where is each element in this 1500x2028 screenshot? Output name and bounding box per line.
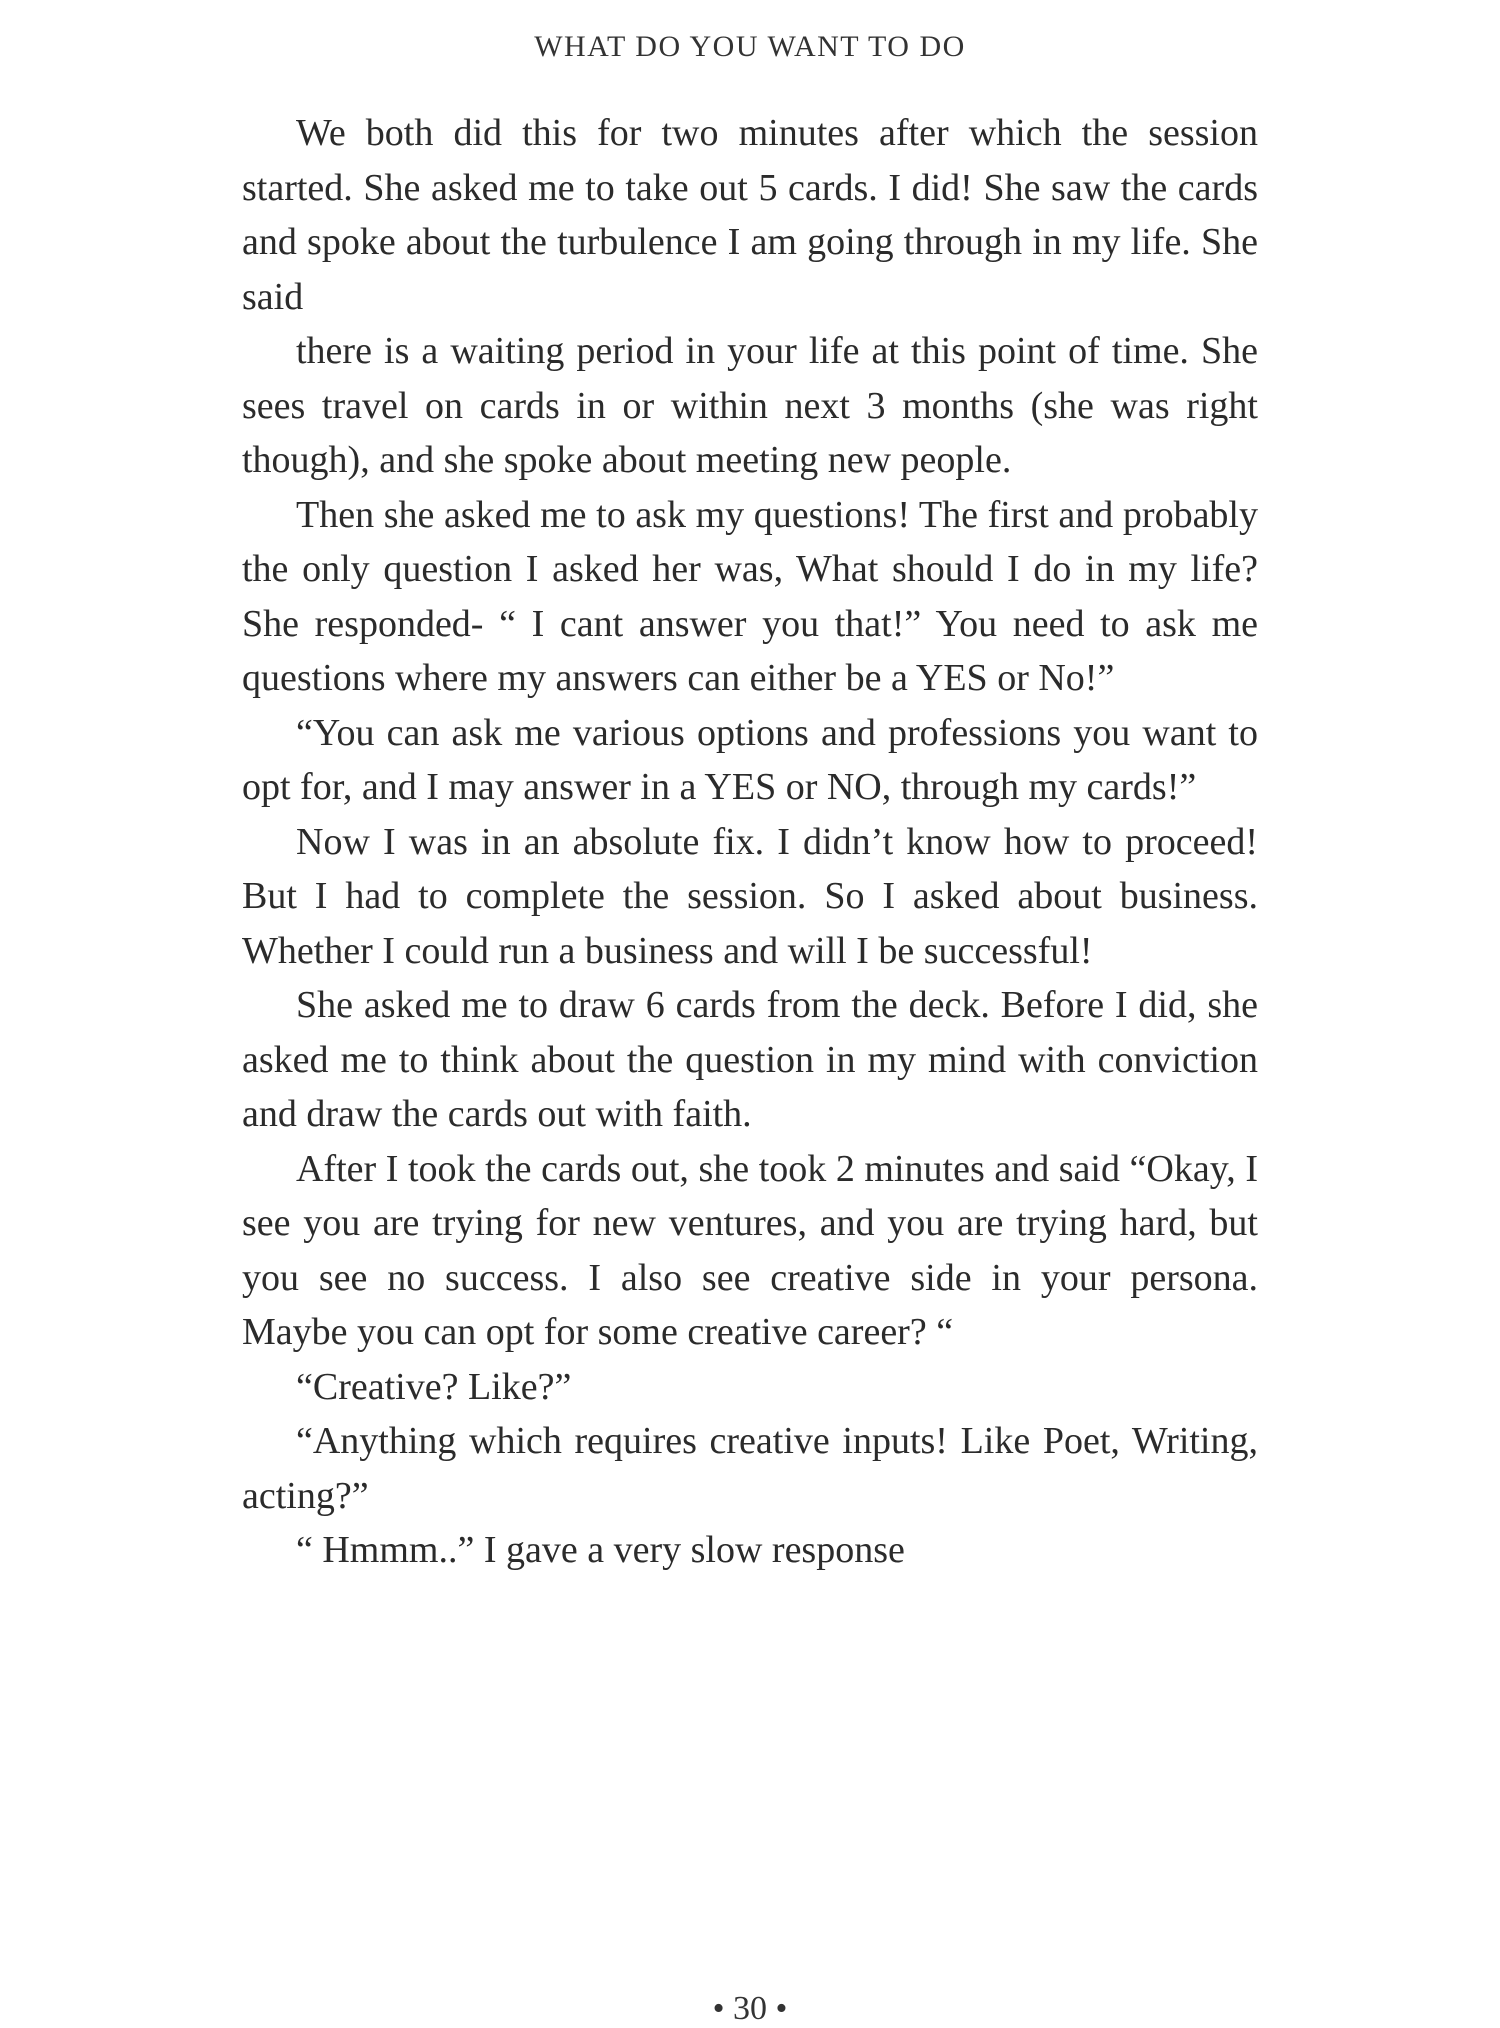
paragraph: “Anything which requires creative inputs! Like Poet, Writing, acting?” [242, 1420, 1258, 1517]
paragraph: After I took the cards out, she took 2 minutes and said “Okay, I see you are trying for new ventures, and you are trying hard, but you see no success. I also see creative side in your persona. Maybe you can opt for some creative career? “ [242, 1147, 1258, 1353]
paragraph: “You can ask me various options and professions you want to opt for, and I may answer in a YES or NO, through my cards!” [242, 711, 1258, 808]
paragraph: there is a waiting period in your life at this point of time. She sees travel on cards in or within next 3 months (she was right though), and she spoke about meeting new people. [242, 330, 1258, 481]
paragraph: Now I was in an absolute fix. I didn’t know how to proceed! But I had to complete the session. So I asked about business. Whether I could run a business and will I be successful! [242, 820, 1258, 972]
paragraph: “Creative? Like?” [296, 1365, 572, 1408]
paragraph: Then she asked me to ask my questions! The first and probably the only question I asked her was, What should I do in my life? She responded- “ I cant answer you that!” You need to ask me questions where my answers can either be a YES or No!” [242, 493, 1258, 699]
page-number: • 30 • [712, 1990, 788, 2027]
paragraph: She asked me to draw 6 cards from the deck. Before I did, she asked me to think about the question in my mind with conviction and draw the cards out with faith. [242, 984, 1258, 1135]
body-text [242, 106, 1258, 1578]
paragraph: We both did this for two minutes after which the session started. She asked me to take out 5 cards. I did! She saw the cards and spoke about the turbulence I am going through in my life. She said [242, 112, 1258, 318]
running-head: WHAT DO YOU WANT TO DO [534, 30, 966, 63]
paragraph: “ Hmmm..” I gave a very slow response [296, 1529, 905, 1571]
